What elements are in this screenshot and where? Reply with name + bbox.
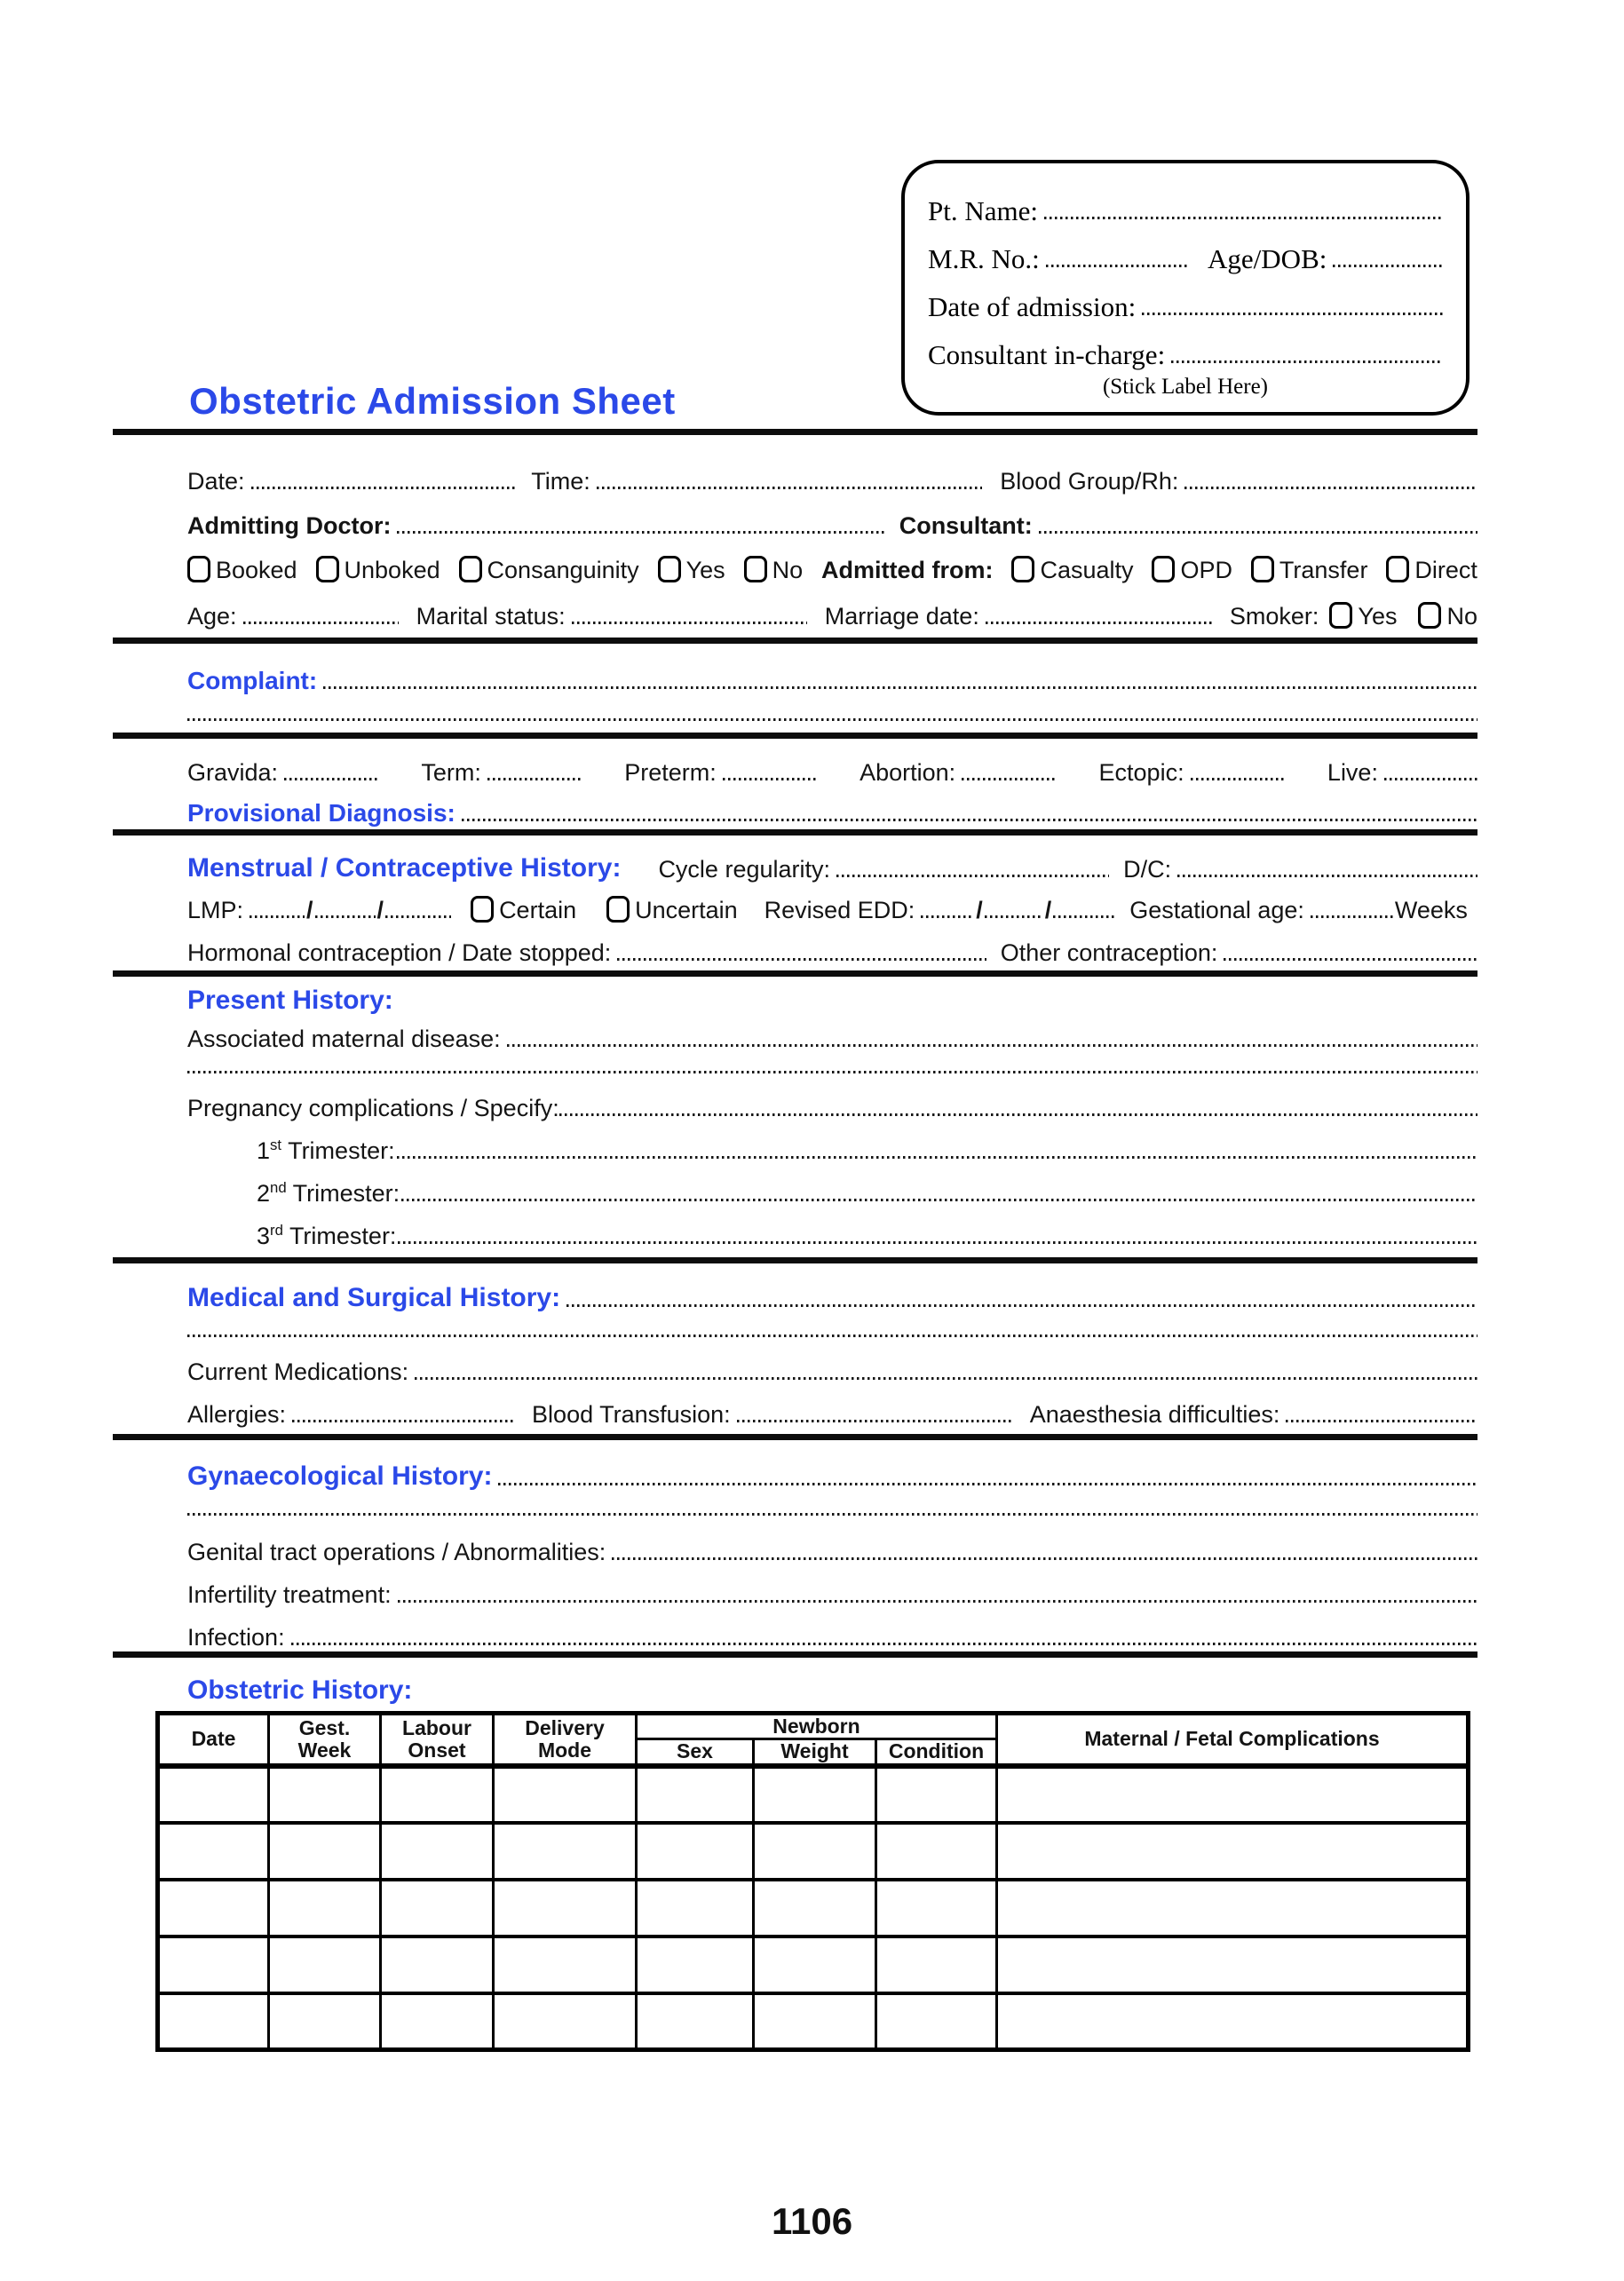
ectopic-field[interactable] [1191,778,1284,780]
table-cell[interactable] [754,1766,876,1823]
age-group [187,603,399,630]
table-cell[interactable] [637,1936,754,1993]
blood-group-field[interactable] [1184,487,1477,489]
divider [113,1651,1477,1658]
table-cell[interactable] [637,1823,754,1880]
medical-history-heading-row [113,1271,1477,1313]
table-row [158,1936,1469,1993]
unboked-label: Unboked [344,557,440,583]
complaint-field[interactable] [323,686,1477,689]
opd-group [1152,556,1232,584]
menstrual-heading-row [113,839,1477,883]
edd-day-field[interactable] [921,915,974,918]
table-cell[interactable] [997,1993,1469,2050]
table-cell[interactable] [158,1936,269,1993]
date-of-admission-field[interactable] [1142,313,1443,315]
consanguinity-label: Consanguinity [487,557,639,583]
ectopic-group [1099,759,1284,787]
table-cell[interactable] [754,1823,876,1880]
infection-row [113,1612,1477,1651]
table-cell[interactable] [876,1766,997,1823]
infection-field[interactable] [291,1643,1477,1645]
age-dob-label: Age/DOB: [1208,243,1327,274]
table-row [158,1993,1469,2050]
revised-edd-label: Revised EDD: [764,897,915,923]
gynae-history-field[interactable] [498,1483,1477,1485]
provisional-diagnosis-field[interactable] [462,819,1477,821]
consanguinity-group [459,556,639,584]
lmp-label: LMP: [187,897,244,923]
col-header-maternal-fetal: Maternal / Fetal Complications [997,1714,1469,1766]
trimester-1-sup: st [270,1137,282,1153]
form-content [113,429,1477,2052]
table-cell[interactable] [876,1936,997,1993]
complaint-label: Complaint: [187,667,318,694]
gynae-history-heading-row [113,1449,1477,1492]
mr-no-row [928,231,1443,275]
doctor-consultant-row [113,499,1477,540]
col-header-date: Date [158,1714,269,1766]
table-cell[interactable] [637,1993,754,2050]
casualty-checkbox[interactable] [1011,556,1034,582]
stick-label-here-text: (Stick Label Here) [1102,375,1269,399]
table-cell[interactable] [158,1823,269,1880]
consanguinity-no-label: No [772,557,804,583]
medical-history-field-2[interactable] [187,1335,1477,1337]
preterm-label: Preterm: [624,759,717,786]
table-cell[interactable] [997,1936,1469,1993]
mr-no-field[interactable] [1046,265,1190,267]
smoker-no-checkbox[interactable] [1418,602,1441,629]
consultant-in-charge-field[interactable] [1171,360,1443,363]
date-time-blood-row [113,455,1477,495]
lmp-slash-2: / [376,897,384,923]
table-cell[interactable] [269,1936,381,1993]
lmp-slash-1: / [306,897,313,923]
obstetric-history-heading-row [113,1665,1477,1706]
cycle-regularity-field[interactable] [836,875,1109,877]
gravida-field[interactable] [284,778,377,780]
weeks-label: Weeks [1394,897,1468,923]
table-cell[interactable] [381,1880,494,1936]
col-header-labour-onset: Labour Onset [381,1714,494,1766]
table-cell[interactable] [381,1936,494,1993]
gynae-history-field-2[interactable] [187,1513,1477,1516]
col-header-newborn: Newborn [637,1714,997,1739]
col-header-sex: Sex [637,1739,754,1766]
table-cell[interactable] [876,1993,997,2050]
edd-month-field[interactable] [985,915,1043,918]
preterm-group [624,759,816,787]
admitted-from-label: Admitted from: [821,557,994,583]
live-label: Live: [1327,759,1378,786]
admitting-doctor-label: Admitting Doctor: [187,512,392,539]
medical-history-field[interactable] [566,1304,1477,1307]
booking-checkbox-row [113,543,1477,584]
complaint-row [113,654,1477,695]
smoker-no-label: No [1446,603,1477,630]
transfer-label: Transfer [1279,557,1368,583]
admitting-doctor-field[interactable] [397,531,884,534]
menstrual-heading: Menstrual / Contraceptive History: [187,853,622,883]
pregnancy-complications-label: Pregnancy complications / Specify: [187,1095,559,1121]
table-cell[interactable] [269,1823,381,1880]
current-medications-label: Current Medications: [187,1358,409,1385]
divider [113,1434,1477,1440]
casualty-group [1011,556,1133,584]
marital-status-label: Marital status: [416,603,566,630]
table-cell[interactable] [494,1823,637,1880]
lmp-row [113,883,1477,924]
table-cell[interactable] [876,1823,997,1880]
table-cell[interactable] [997,1823,1469,1880]
uncertain-checkbox[interactable] [606,896,630,923]
dc-field[interactable] [1177,875,1477,877]
hormonal-contraception-label: Hormonal contraception / Date stopped: [187,939,612,966]
consanguinity-no-checkbox[interactable] [744,556,767,582]
consanguinity-yes-checkbox[interactable] [658,556,681,582]
col-header-gest-week: Gest. Week [269,1714,381,1766]
pregnancy-complications-field[interactable] [559,1113,1477,1116]
table-cell[interactable] [269,1993,381,2050]
age-field[interactable] [243,622,399,624]
preterm-field[interactable] [723,778,816,780]
age-label: Age: [187,603,237,630]
date-label: Date: [187,468,245,495]
trimester-3-row [113,1211,1477,1250]
trimester-1-field[interactable] [397,1156,1477,1159]
genital-operations-label: Genital tract operations / Abnormalities: [187,1539,606,1565]
table-cell[interactable] [494,1766,637,1823]
hormonal-row [113,926,1477,967]
lmp-month-field[interactable] [315,915,376,918]
direct-group [1386,556,1477,584]
obstetric-history-heading: Obstetric History: [187,1675,413,1705]
trimester-2-label: Trimester: [292,1180,400,1207]
trimester-3-label: Trimester: [289,1223,397,1249]
trimester-1-num: 1 [257,1137,271,1164]
pt-name-row [928,183,1443,227]
gestational-age-field[interactable] [1311,915,1395,918]
table-cell[interactable] [876,1880,997,1936]
casualty-label: Casualty [1040,557,1134,583]
genital-operations-row [113,1527,1477,1566]
infertility-label: Infertility treatment: [187,1581,392,1608]
edd-slash-2: / [1044,897,1052,923]
associated-disease-field-2[interactable] [187,1071,1477,1073]
uncertain-group [606,896,738,924]
time-field[interactable] [597,487,983,489]
page-title: Obstetric Admission Sheet [189,380,676,422]
trimester-2-field[interactable] [401,1199,1477,1201]
time-label: Time: [531,468,590,495]
lmp-day-field[interactable] [250,915,305,918]
marital-status-field[interactable] [572,622,807,624]
gravida-group [187,759,377,787]
divider [113,429,1477,435]
medical-history-heading: Medical and Surgical History: [187,1283,561,1312]
lmp-year-field[interactable] [385,915,451,918]
certain-group [471,896,576,924]
blood-group-label: Blood Group/Rh: [1000,468,1179,495]
gestational-age-label: Gestational age: [1129,897,1304,923]
term-group [421,759,581,787]
allergies-field[interactable] [292,1420,514,1422]
col-header-condition: Condition [876,1739,997,1766]
other-contraception-label: Other contraception: [1000,939,1218,966]
marriage-date-group [825,603,1212,630]
obstetric-history-table [155,1711,1470,2052]
trimester-1-row [113,1126,1477,1165]
table-cell[interactable] [637,1880,754,1936]
live-field[interactable] [1384,778,1477,780]
present-history-heading-row [113,978,1477,1016]
blood-transfusion-label: Blood Transfusion: [532,1401,731,1428]
divider [113,829,1477,836]
associated-disease-label: Associated maternal disease: [187,1026,501,1052]
table-cell[interactable] [754,1993,876,2050]
ectopic-label: Ectopic: [1098,759,1184,786]
current-medications-field[interactable] [415,1377,1477,1380]
certain-checkbox[interactable] [471,896,494,923]
table-cell[interactable] [158,1766,269,1823]
infertility-row [113,1570,1477,1609]
allergies-label: Allergies: [187,1401,287,1428]
trimester-1-label: Trimester: [288,1137,395,1164]
certain-label: Certain [499,897,577,923]
marital-group [416,603,807,630]
trimester-2-sup: nd [270,1179,287,1196]
smoker-yes-checkbox[interactable] [1329,602,1352,629]
table-cell[interactable] [381,1823,494,1880]
marriage-date-label: Marriage date: [824,603,979,630]
table-cell[interactable] [158,1993,269,2050]
pregnancy-complications-row [113,1083,1477,1122]
abortion-label: Abortion: [860,759,956,786]
table-cell[interactable] [494,1993,637,2050]
table-cell[interactable] [997,1880,1469,1936]
associated-line2 [113,1053,1477,1080]
booked-checkbox[interactable] [187,556,210,582]
uncertain-label: Uncertain [635,897,738,923]
consultant-field[interactable] [1039,531,1477,534]
consultant-in-charge-row [928,327,1443,371]
pt-name-field[interactable] [1044,217,1443,219]
table-row [158,1823,1469,1880]
gravida-label: Gravida: [187,759,279,786]
table-cell[interactable] [381,1766,494,1823]
table-cell[interactable] [269,1880,381,1936]
complaint-field-2[interactable] [187,718,1477,721]
smoker-yes-label: Yes [1358,603,1398,630]
infertility-field[interactable] [398,1600,1477,1603]
consanguinity-checkbox[interactable] [459,556,482,582]
blood-transfusion-field[interactable] [737,1420,1012,1422]
table-cell[interactable] [997,1766,1469,1823]
unboked-checkbox[interactable] [316,556,339,582]
patient-label-box [901,160,1470,416]
live-group [1327,759,1477,787]
divider [113,1257,1477,1263]
other-contraception-field[interactable] [1224,958,1477,961]
table-cell[interactable] [381,1993,494,2050]
edd-year-field[interactable] [1053,915,1115,918]
consultant-in-charge-label: Consultant in-charge: [928,339,1166,370]
associated-disease-row [113,1016,1477,1053]
booked-label: Booked [216,557,297,583]
edd-slash-1: / [976,897,983,923]
provisional-diagnosis-row [113,787,1477,828]
unboked-group [316,556,440,584]
gynae-line2 [113,1492,1477,1522]
table-cell[interactable] [494,1936,637,1993]
trimester-3-num: 3 [257,1223,271,1249]
table-cell[interactable] [754,1936,876,1993]
term-label: Term: [421,759,481,786]
provisional-diagnosis-label: Provisional Diagnosis: [187,799,456,827]
hormonal-contraception-field[interactable] [617,958,986,961]
col-header-delivery-mode: Delivery Mode [494,1714,637,1766]
date-field[interactable] [251,487,518,489]
abortion-field[interactable] [962,778,1055,780]
consanguinity-yes-label: Yes [685,557,725,583]
cycle-regularity-label: Cycle regularity: [658,856,830,883]
current-medications-row [113,1347,1477,1386]
table-row [158,1766,1469,1823]
opd-label: OPD [1180,557,1232,583]
associated-disease-field[interactable] [507,1044,1477,1047]
gravidity-row [113,746,1477,787]
direct-label: Direct [1414,557,1477,583]
term-field[interactable] [487,778,581,780]
consanguinity-no-group [744,556,804,584]
opd-checkbox[interactable] [1152,556,1175,582]
divider [113,638,1477,644]
genital-operations-field[interactable] [612,1557,1477,1560]
table-cell[interactable] [158,1880,269,1936]
infection-label: Infection: [187,1624,285,1651]
medical-line2 [113,1313,1477,1343]
transfer-group [1251,556,1368,584]
complaint-line2 [113,695,1477,727]
divider [113,970,1477,977]
trimester-2-row [113,1168,1477,1208]
consultant-label: Consultant: [899,512,1033,539]
direct-checkbox[interactable] [1386,556,1409,582]
dc-label: D/C: [1123,856,1172,883]
trimester-3-field[interactable] [398,1241,1477,1244]
divider [113,733,1477,739]
allergies-row [113,1390,1477,1429]
table-row [158,1880,1469,1936]
date-of-admission-label: Date of admission: [928,291,1137,322]
col-header-weight: Weight [754,1739,876,1766]
mr-no-label: M.R. No.: [928,243,1040,274]
date-of-admission-row [928,279,1443,323]
smoker-group [1230,602,1477,630]
trimester-2-num: 2 [257,1180,271,1207]
table-cell[interactable] [754,1880,876,1936]
smoker-label: Smoker: [1229,603,1319,630]
marriage-date-field[interactable] [986,622,1212,624]
gynae-history-heading: Gynaecological History: [187,1461,493,1491]
anaesthesia-label: Anaesthesia difficulties: [1029,1401,1280,1428]
table-cell[interactable] [637,1766,754,1823]
age-marital-row [113,590,1477,630]
trimester-3-sup: rd [270,1222,283,1239]
booked-group [187,556,297,584]
table-cell[interactable] [269,1766,381,1823]
page-number: 1106 [771,2200,853,2242]
transfer-checkbox[interactable] [1251,556,1274,582]
anaesthesia-field[interactable] [1286,1420,1477,1422]
consanguinity-yes-group [658,556,725,584]
pt-name-label: Pt. Name: [928,195,1038,226]
table-cell[interactable] [494,1880,637,1936]
age-dob-field[interactable] [1333,265,1443,267]
present-history-heading: Present History: [187,986,393,1015]
abortion-group [860,759,1055,787]
